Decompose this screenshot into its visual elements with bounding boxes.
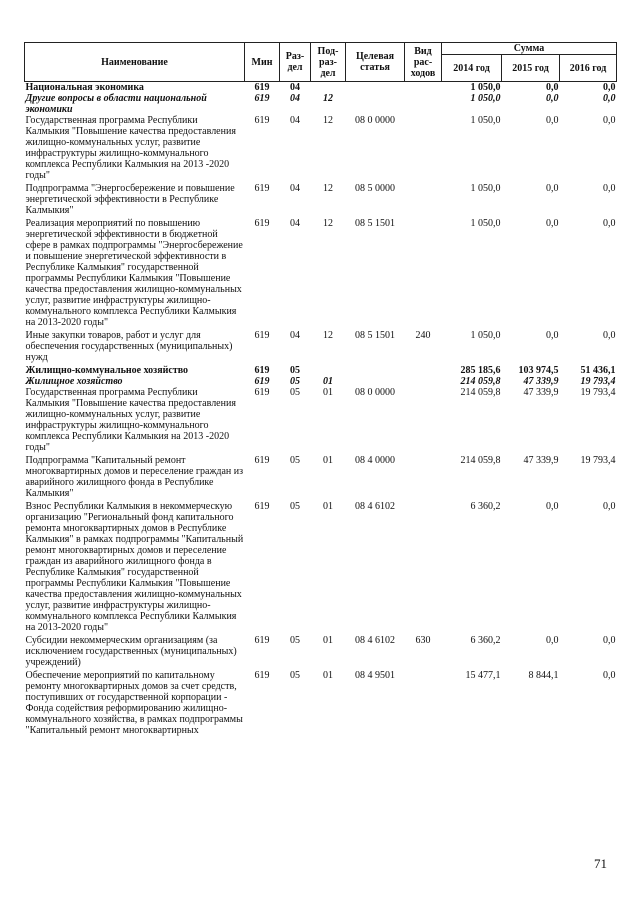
row-podrazdel: 12 [323,93,333,104]
table-row [25,387,617,453]
header-target: Целевая статья [346,43,405,82]
row-sum-2016: 0,0 [603,82,616,93]
row-vid [405,376,442,387]
row-sum-2014: 1 050,0 [470,183,501,194]
row-target: 08 4 9501 [355,670,395,681]
row-vid [405,668,442,736]
row-podrazdel: 12 [323,330,333,341]
table-row [25,328,617,363]
row-min: 619 [254,670,270,681]
row-target [346,93,405,115]
row-target [346,82,405,94]
table-body [25,82,617,737]
row-min: 619 [254,115,270,126]
row-name: Реализация мероприятий по повышению энергетической эффективности в бюджетной сфере в рамках подпрограммы "Энергосбережение и повышение энергетической эффективности в Республике Калмыкия" государственной программы Республики Калмыкия "Повышение качества предоставления жилищно-коммунальных услуг, развитие инфраструктуры жилищно-коммунального комплекса Республики Калмыкия на 2013-2020 годы" [25,218,243,328]
table-row [25,82,617,94]
row-name: Обеспечение мероприятий по капитальному ремонту многоквартирных домов за счет средств, поступивших от государственной корпорации - Фонда содействия реформированию жилищно-коммунального хозяйства, в рамках подпрограммы "Капитальный ремонт многоквартирных [25,670,243,736]
row-sum-2015: 0,0 [546,218,559,229]
page-number: 71 [594,856,607,871]
header-vid: Вид рас- ходов [405,43,442,82]
row-sum-2015: 47 339,9 [523,387,559,398]
row-target [346,376,405,387]
row-vid [405,181,442,216]
budget-table [24,42,617,736]
row-razdel: 04 [290,115,300,126]
row-name: Иные закупки товаров, работ и услуг для обеспечения государственных (муниципальных) нужд [25,330,233,363]
row-razdel: 05 [290,455,300,466]
row-target: 08 5 0000 [355,183,395,194]
row-sum-2015: 0,0 [546,330,559,341]
row-podrazdel: 01 [323,455,333,466]
row-razdel: 05 [290,376,300,387]
row-sum-2014: 214 059,8 [460,387,501,398]
row-target: 08 4 0000 [355,455,395,466]
row-razdel: 04 [290,330,300,341]
row-podrazdel: 01 [323,376,333,387]
row-name: Жилищное хозяйство [25,376,123,387]
row-sum-2016: 19 793,4 [580,455,616,466]
row-sum-2015: 0,0 [546,183,559,194]
row-vid: 240 [415,330,431,341]
row-sum-2016: 19 793,4 [580,387,616,398]
row-razdel: 04 [290,183,300,194]
row-sum-2014: 1 050,0 [470,82,501,93]
row-sum-2014: 6 360,2 [470,635,501,646]
row-target: 08 5 1501 [355,330,395,341]
row-sum-2014: 6 360,2 [470,501,501,512]
row-sum-2014: 214 059,8 [460,376,501,387]
row-sum-2014: 214 059,8 [460,455,501,466]
table-row [25,376,617,387]
row-name: Государственная программа Республики Калмыкия "Повышение качества предоставления жилищно-коммунальных услуг, развитие инфраструктуры жилищно-коммунального комплекса Республики Калмыкия на 2013 -2020 годы" [25,387,236,453]
header-razdel: Раз- дел [280,43,311,82]
row-name: Взнос Республики Калмыкия в некоммерческую организацию "Региональный фонд капитального ремонта многоквартирных домов в Республике Калмыкия" в рамках подпрограммы "Капитальный ремонт многоквартирных домов и переселение граждан из аварийного жилищного фонда в Республике Калмыкия" государственной программы Республики Калмыкия "Повышение качества предоставления жилищно-коммунальных услуг, развитие инфраструктуры жилищно-коммунального комплекса Республики Калмыкия на 2013-2020 годы" [25,501,244,633]
row-sum-2014: 285 185,6 [460,365,501,376]
row-target: 08 0 0000 [355,387,395,398]
header-2016: 2016 год [560,55,617,82]
row-sum-2016: 0,0 [603,218,616,229]
row-vid [405,82,442,94]
row-sum-2016: 19 793,4 [580,376,616,387]
row-vid [405,363,442,376]
row-min: 619 [254,376,270,387]
row-razdel: 05 [290,365,300,376]
row-sum-2016: 0,0 [603,183,616,194]
row-vid [405,387,442,453]
row-sum-2015: 0,0 [546,115,559,126]
row-sum-2016: 0,0 [603,670,616,681]
row-podrazdel [311,82,346,94]
row-razdel: 04 [290,218,300,229]
row-name: Национальная экономика [25,82,144,93]
table-row [25,363,617,376]
row-target: 08 5 1501 [355,218,395,229]
row-min: 619 [254,365,270,376]
row-name: Жилищно-коммунальное хозяйство [25,365,189,376]
budget-table-sheet [24,42,616,736]
row-name: Государственная программа Республики Калмыкия "Повышение качества предоставления жилищно-коммунальных услуг, развитие инфраструктуры жилищно-коммунального комплекса Республики Калмыкия на 2013 -2020 годы" [25,115,236,181]
header-min: Мин [245,43,280,82]
row-razdel: 05 [290,387,300,398]
table-row [25,633,617,668]
row-min: 619 [254,635,270,646]
row-target: 08 0 0000 [355,115,395,126]
row-sum-2015: 47 339,9 [523,376,559,387]
row-name: Подпрограмма "Энергосбережение и повышение энергетической эффективности в Республике Калмыкия" [25,183,235,216]
row-sum-2016: 0,0 [603,93,616,104]
row-sum-2015: 0,0 [546,635,559,646]
row-min: 619 [254,330,270,341]
row-razdel: 05 [290,635,300,646]
table-header [25,43,617,82]
row-sum-2014: 1 050,0 [470,115,501,126]
row-min: 619 [254,501,270,512]
header-name: Наименование [25,43,245,82]
row-sum-2014: 1 050,0 [470,93,501,104]
row-min: 619 [254,183,270,194]
row-target: 08 4 6102 [355,501,395,512]
row-min: 619 [254,218,270,229]
row-sum-2015: 0,0 [546,93,559,104]
row-sum-2015: 0,0 [546,82,559,93]
header-2014: 2014 год [442,55,502,82]
row-vid [405,93,442,115]
row-sum-2015: 0,0 [546,501,559,512]
table-row [25,216,617,328]
row-min: 619 [254,82,270,93]
row-razdel: 04 [290,82,300,93]
row-razdel: 04 [290,93,300,104]
row-name: Подпрограмма "Капитальный ремонт многоквартирных домов и переселение граждан из аварийного жилищного фонда в Республике Калмыкия" [25,455,244,499]
row-sum-2016: 51 436,1 [580,365,616,376]
header-2015: 2015 год [502,55,560,82]
header-sum: Сумма [442,43,617,55]
row-sum-2014: 1 050,0 [470,218,501,229]
row-min: 619 [254,387,270,398]
row-vid: 630 [415,635,431,646]
header-podrazdel: Под- раз- дел [311,43,346,82]
row-name: Другие вопросы в области национальной экономики [25,93,207,115]
row-podrazdel: 12 [323,218,333,229]
table-row [25,93,617,115]
table-row [25,115,617,181]
row-min: 619 [254,93,270,104]
row-podrazdel: 01 [323,501,333,512]
row-sum-2015: 103 974,5 [518,365,559,376]
row-sum-2015: 47 339,9 [523,455,559,466]
row-target: 08 4 6102 [355,635,395,646]
row-podrazdel: 01 [323,387,333,398]
row-podrazdel: 01 [323,635,333,646]
row-sum-2016: 0,0 [603,115,616,126]
row-vid [405,115,442,181]
table-row [25,453,617,499]
row-sum-2016: 0,0 [603,330,616,341]
row-min: 619 [254,455,270,466]
row-podrazdel: 01 [323,670,333,681]
row-podrazdel [311,363,346,376]
row-sum-2015: 8 844,1 [528,670,559,681]
row-vid [405,453,442,499]
row-sum-2016: 0,0 [603,635,616,646]
row-vid [405,499,442,633]
row-target [346,363,405,376]
row-podrazdel: 12 [323,183,333,194]
table-row [25,668,617,736]
row-razdel: 05 [290,501,300,512]
table-row [25,499,617,633]
row-razdel: 05 [290,670,300,681]
row-sum-2016: 0,0 [603,501,616,512]
row-sum-2014: 15 477,1 [465,670,501,681]
row-sum-2014: 1 050,0 [470,330,501,341]
row-vid [405,216,442,328]
table-row [25,181,617,216]
row-podrazdel: 12 [323,115,333,126]
row-name: Субсидии некоммерческим организациям (за исключением государственных (муниципальных) учреждений) [25,635,237,668]
